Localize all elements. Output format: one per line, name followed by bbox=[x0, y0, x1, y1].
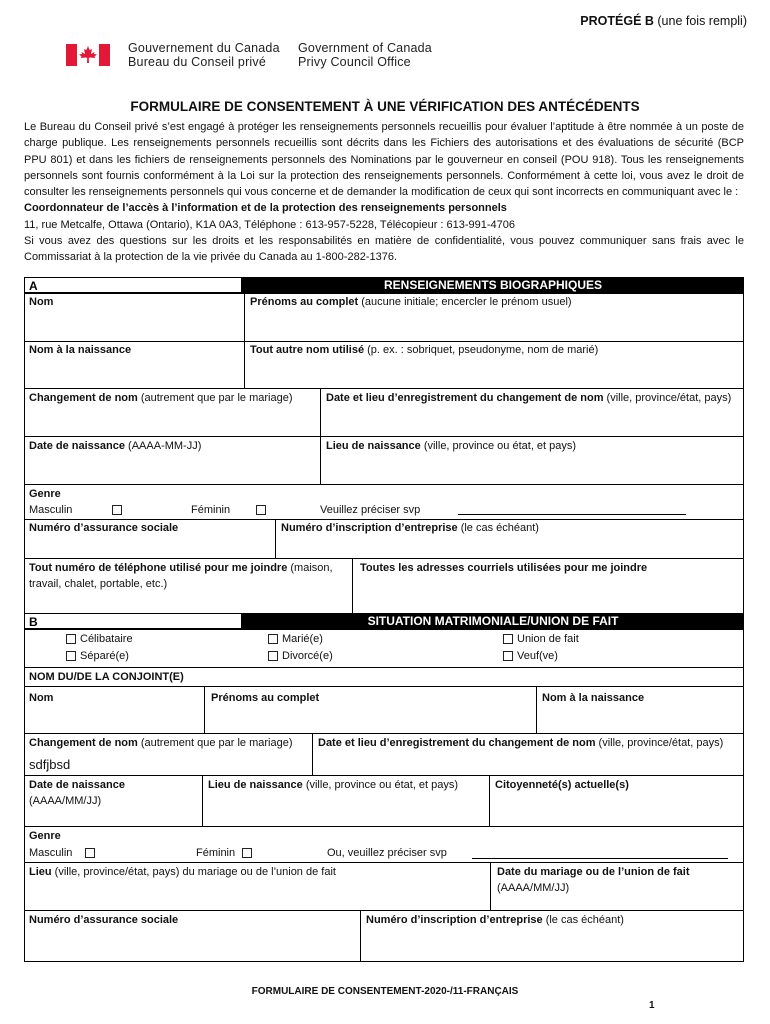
privacy-commissioner-paragraph: Si vous avez des questions sur les droits et les responsabilités en matière de confidentialité, vous pouvez communiquer sans frais avec le Commissariat à la protection de la vie privée du Canada au 1-800-282-1376. bbox=[24, 235, 744, 264]
label-conjoint-feminin: Féminin bbox=[196, 847, 236, 859]
label-conjoint-date-lieu-changement: Date et lieu d’enregistrement du changement de nom (ville, province/état, pays) bbox=[318, 737, 724, 749]
conjoint-heading: NOM DU/DE LA CONJOINT(E) bbox=[29, 671, 184, 683]
label-nie: Numéro d’inscription d’entreprise (le cas échéant) bbox=[281, 522, 539, 534]
form-title: FORMULAIRE DE CONSENTEMENT À UNE VÉRIFICATION DES ANTÉCÉDENTS bbox=[130, 99, 640, 114]
label-conjoint-prenoms: Prénoms au complet bbox=[211, 692, 320, 704]
checkbox-divorce[interactable] bbox=[268, 651, 278, 661]
canada-flag-icon bbox=[66, 44, 110, 66]
label-conjoint-preciser: Ou, veuillez préciser svp bbox=[327, 847, 447, 859]
label-date-lieu-changement: Date et lieu d’enregistrement du changement de nom (ville, province/état, pays) bbox=[326, 392, 732, 404]
label-nom-naissance: Nom à la naissance bbox=[29, 344, 132, 356]
nas-input[interactable] bbox=[28, 537, 272, 556]
government-name-fr: Gouvernement du Canada Bureau du Conseil privé bbox=[128, 41, 280, 69]
coordinator-title: Coordonnateur de l’accès à l’information et de la protection des renseignements personnels bbox=[24, 202, 507, 215]
checkbox-conjoint-masculin[interactable] bbox=[85, 848, 95, 858]
label-prenoms: Prénoms au complet (aucune initiale; encercler le prénom usuel) bbox=[250, 296, 572, 308]
checkbox-veuf[interactable] bbox=[503, 651, 513, 661]
privacy-paragraph: Le Bureau du Conseil privé s’est engagé à protéger les renseignements personnels recueillis pour évaluer l’aptitude à être nommée à un poste de charge publique. Les renseignements personnels recueillis sont décrits dans les Fichiers des autorisations et des évaluations de sécurité (BCP PPU 801) et dans les fichiers de renseignements personnels des Nominations par le gouverneur en conseil (POU 918). Tous les renseignements personnels sont fournis conformément à la Loi sur la protection des renseignements personnels. Conformément à cette loi, vous avez le droit de consulter les renseignements personnels qui vous concerne et de demander la modification de ceux qui sont incorrects en communiquant avec le : bbox=[24, 121, 744, 199]
conjoint-nie-input[interactable] bbox=[365, 930, 739, 958]
label-nas: Numéro d’assurance sociale bbox=[29, 522, 179, 534]
courriels-input[interactable] bbox=[358, 578, 739, 610]
checkbox-separe[interactable] bbox=[66, 651, 76, 661]
option-divorce[interactable]: Divorcé(e) bbox=[268, 648, 333, 664]
option-marie[interactable]: Marié(e) bbox=[268, 631, 323, 647]
privacy-notice bbox=[24, 119, 744, 266]
option-veuf[interactable]: Veuf(ve) bbox=[503, 648, 558, 664]
checkbox-feminin[interactable] bbox=[256, 505, 266, 515]
preciser-blank-line[interactable] bbox=[458, 514, 686, 515]
lieu-naissance-input[interactable] bbox=[325, 456, 739, 481]
label-autre-nom: Tout autre nom utilisé (p. ex. : sobriquet, pseudonyme, nom de marié) bbox=[250, 344, 599, 356]
date-naissance-input[interactable] bbox=[28, 456, 316, 481]
label-lieu-mariage: Lieu (ville, province/état, pays) du mariage ou de l’union de fait bbox=[29, 866, 336, 878]
label-conjoint-masculin: Masculin bbox=[29, 847, 73, 859]
section-b-letter: B bbox=[24, 613, 242, 629]
label-conjoint-nom-naissance: Nom à la naissance bbox=[542, 692, 645, 704]
changement-nom-input[interactable] bbox=[28, 408, 316, 433]
label-nom: Nom bbox=[29, 296, 54, 308]
label-courriels: Toutes les adresses courriels utilisées pour me joindre bbox=[360, 562, 648, 574]
prenoms-input[interactable] bbox=[249, 312, 739, 338]
label-conjoint-date-naissance: Date de naissance bbox=[29, 779, 125, 791]
nie-input[interactable] bbox=[280, 537, 739, 556]
section-a-heading: RENSEIGNEMENTS BIOGRAPHIQUES bbox=[242, 277, 744, 293]
label-conjoint-genre: Genre bbox=[29, 830, 61, 842]
label-genre: Genre bbox=[29, 488, 61, 500]
conjoint-nas-input[interactable] bbox=[28, 930, 356, 958]
section-b-heading: SITUATION MATRIMONIALE/UNION DE FAIT bbox=[242, 613, 744, 629]
label-conjoint-nie: Numéro d’inscription d’entreprise (le cas échéant) bbox=[366, 914, 624, 926]
label-conjoint-lieu-naissance: Lieu de naissance (ville, province ou état, et pays) bbox=[208, 779, 459, 791]
option-union-de-fait[interactable]: Union de fait bbox=[503, 631, 579, 647]
page-number: 1 bbox=[649, 1000, 655, 1011]
autre-nom-input[interactable] bbox=[249, 360, 739, 385]
checkbox-marie[interactable] bbox=[268, 634, 278, 644]
conjoint-nom-naissance-input[interactable] bbox=[541, 708, 739, 730]
label-date-mariage-format: (AAAA/MM/JJ) bbox=[497, 882, 570, 894]
classification-label: PROTÉGÉ B (une fois rempli) bbox=[580, 14, 747, 28]
label-telephones: Tout numéro de téléphone utilisé pour me joindre (maison, travail, chalet, portable, etc.) bbox=[29, 562, 333, 590]
checkbox-masculin[interactable] bbox=[112, 505, 122, 515]
checkbox-union-de-fait[interactable] bbox=[503, 634, 513, 644]
conjoint-preciser-blank-line[interactable] bbox=[472, 858, 728, 859]
label-date-naissance: Date de naissance (AAAA-MM-JJ) bbox=[29, 440, 202, 452]
conjoint-prenoms-input[interactable] bbox=[210, 708, 532, 730]
option-separe[interactable]: Séparé(e) bbox=[66, 648, 129, 664]
lieu-mariage-input[interactable] bbox=[28, 882, 486, 907]
coordinator-address: 11, rue Metcalfe, Ottawa (Ontario), K1A 0A3, Téléphone : 613-957-5228, Télécopieur : 613-991-4706 bbox=[24, 218, 516, 231]
label-conjoint-nas: Numéro d’assurance sociale bbox=[29, 914, 179, 926]
option-celibataire[interactable]: Célibataire bbox=[66, 631, 133, 647]
label-conjoint-changement: Changement de nom (autrement que par le mariage) bbox=[29, 737, 293, 749]
checkbox-conjoint-feminin[interactable] bbox=[242, 848, 252, 858]
label-date-mariage: Date du mariage ou de l’union de fait bbox=[497, 866, 690, 878]
label-conjoint-citoyennete: Citoyenneté(s) actuelle(s) bbox=[495, 779, 629, 791]
nom-naissance-input[interactable] bbox=[28, 360, 240, 385]
label-conjoint-date-format: (AAAA/MM/JJ) bbox=[29, 795, 102, 807]
conjoint-nom-input[interactable] bbox=[28, 708, 200, 730]
section-a-letter: A bbox=[24, 277, 242, 293]
label-changement-nom: Changement de nom (autrement que par le mariage) bbox=[29, 392, 293, 404]
label-conjoint-nom: Nom bbox=[29, 692, 54, 704]
nom-input[interactable] bbox=[28, 312, 240, 338]
checkbox-celibataire[interactable] bbox=[66, 634, 76, 644]
label-feminin: Féminin bbox=[191, 504, 231, 516]
government-name-en: Government of Canada Privy Council Office bbox=[298, 41, 432, 69]
conjoint-changement-input[interactable] bbox=[29, 756, 307, 773]
label-preciser: Veuillez préciser svp bbox=[320, 504, 421, 516]
label-lieu-naissance: Lieu de naissance (ville, province ou état, et pays) bbox=[326, 440, 577, 452]
label-masculin: Masculin bbox=[29, 504, 73, 516]
form-footer-id: FORMULAIRE DE CONSENTEMENT-2020-/11-FRANÇAIS bbox=[251, 986, 519, 997]
